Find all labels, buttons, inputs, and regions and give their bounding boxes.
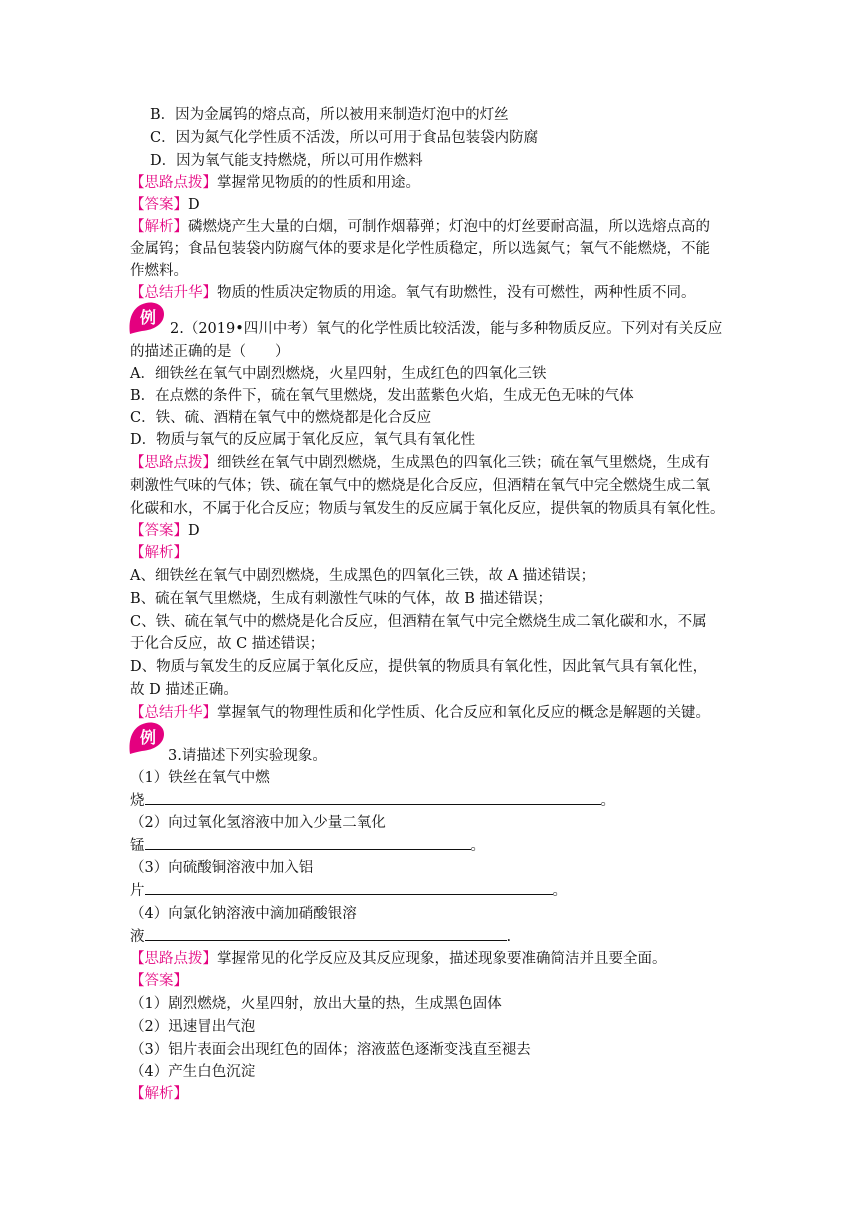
ex2-stem-line: 2.（2019•四川中考）氧气的化学性质比较活泼，能与多种物质反应。下列对有关反应: [170, 321, 723, 337]
ex3-item-answer-line: 烧 。: [130, 790, 615, 812]
ex3-answer-line: （3）铝片表面会出现红色的固体；溶液蓝色逐渐变浅直至褪去: [130, 1042, 531, 1058]
ex2-option-c: C．铁、硫、酒精在氧气中的燃烧都是化合反应: [130, 410, 432, 426]
hint-text: 掌握常见的化学反应及其反应现象，描述现象要准确简洁并且要全面。: [217, 951, 667, 967]
ex3-item-answer-line: 片 。: [130, 880, 567, 902]
ex2-hint-line: 【思路点拨】细铁丝在氧气中剧烈燃烧，生成黑色的四氧化三铁；硫在氧气里燃烧，生成有: [130, 455, 710, 471]
ex3-item-answer-line: 锰 。: [130, 835, 485, 857]
ex1-option-d: D．因为氧气能支持燃烧，所以可用作燃料: [150, 153, 423, 169]
summary-text: 掌握氧气的物理性质和化学性质、化合反应和氧化反应的概念是解题的关键。: [217, 705, 710, 721]
ex3-answer-tag: 【答案】: [130, 973, 188, 989]
ex3-answer-line: （1）剧烈燃烧，火星四射，放出大量的热，生成黑色固体: [130, 996, 502, 1012]
ex1-hint: [130, 172, 420, 194]
ex1-option-c: C．因为氮气化学性质不活泼，所以可用于食品包装袋内防腐: [150, 130, 539, 146]
example-badge-icon: [126, 300, 166, 336]
ex2-option-b: B．在点燃的条件下，硫在氧气里燃烧，发出蓝紫色火焰，生成无色无味的气体: [130, 388, 634, 404]
answer-blank[interactable]: [145, 880, 553, 895]
ex3-item-prompt: （2）向过氧化氢溶液中加入少量二氧化: [130, 815, 386, 831]
ex2-analysis-tag: 【解析】: [130, 545, 188, 561]
ex2-hint-line: 化碳和水，不属于化合反应；物质与氧发生的反应属于氧化反应，提供氧的物质具有氧化性。: [130, 501, 725, 517]
ex2-answer: [130, 520, 200, 542]
answer-blank[interactable]: [145, 790, 601, 805]
ex2-summary: [130, 702, 710, 724]
ex3-hint: [130, 948, 667, 970]
ex1-analysis-line: 金属钨；食品包装袋内防腐气体的要求是化学性质稳定，所以选氮气；氧气不能燃烧，不能: [130, 241, 710, 257]
ex2-analysis-line: 于化合反应，故 C 描述错误；: [130, 636, 325, 652]
ex2-analysis-line: B、硫在氧气里燃烧，生成有刺激性气味的气体，故 B 描述错误；: [130, 591, 553, 607]
ex1-analysis-line: 作燃料。: [130, 263, 188, 279]
ex2-hint-line: 刺激性气味的气体；铁、硫在氧气中的燃烧是化合反应，但酒精在氧气中完全燃烧生成二氧: [130, 478, 710, 494]
hint-tag: 【思路点拨】: [130, 175, 217, 191]
ex1-option-b: B．因为金属钨的熔点高，所以被用来制造灯泡中的灯丝: [150, 107, 509, 123]
ex1-summary: [130, 282, 696, 304]
ex2-analysis-line: D、物质与氧发生的反应属于氧化反应，提供氧的物质具有氧化性，因此氧气具有氧化性，: [130, 659, 708, 675]
summary-tag: 【总结升华】: [130, 285, 217, 301]
ex3-analysis-tag: 【解析】: [130, 1086, 188, 1102]
example-badge-icon: [126, 720, 166, 756]
ex1-analysis-line: 【解析】磷燃烧产生大量的白烟，可制作烟幕弹；灯泡中的灯丝要耐高温，所以选熔点高的: [130, 219, 710, 235]
ex3-stem: 3.请描述下列实验现象。: [168, 748, 327, 764]
analysis-tag: 【解析】: [130, 219, 188, 235]
ex2-analysis-line: 故 D 描述正确。: [130, 682, 238, 698]
hint-text: 掌握常见物质的的性质和用途。: [217, 175, 420, 191]
ex3-item-prompt: （4）向氯化钠溶液中滴加硝酸银溶: [130, 906, 357, 922]
summary-text: 物质的性质决定物质的用途。氧气有助燃性，没有可燃性，两种性质不同。: [217, 285, 696, 301]
ex1-answer: [130, 194, 200, 216]
answer-blank[interactable]: [145, 926, 507, 941]
ex2-option-a: A．细铁丝在氧气中剧烈燃烧，火星四射，生成红色的四氧化三铁: [130, 366, 547, 382]
answer-tag: 【答案】: [130, 523, 188, 539]
ex3-item-answer-line: 液 .: [130, 926, 511, 948]
ex2-analysis-line: A、细铁丝在氧气中剧烈燃烧，生成黑色的四氧化三铁，故 A 描述错误；: [130, 568, 596, 584]
svg-text:例: 例: [139, 728, 157, 747]
ex3-item-prompt: （3）向硫酸铜溶液中加入铝: [130, 860, 314, 876]
answer-text: D: [188, 523, 200, 539]
ex2-option-d: D．物质与氧气的反应属于氧化反应，氧气具有氧化性: [130, 432, 476, 448]
hint-tag: 【思路点拨】: [130, 951, 217, 967]
answer-text: D: [188, 197, 200, 213]
answer-tag: 【答案】: [130, 197, 188, 213]
ex3-answer-line: （2）迅速冒出气泡: [130, 1019, 256, 1035]
ex3-answer-line: （4）产生白色沉淀: [130, 1064, 256, 1080]
svg-text:例: 例: [139, 308, 157, 327]
hint-tag: 【思路点拨】: [130, 455, 217, 471]
ex2-stem-line: 的描述正确的是（ ）: [130, 344, 290, 360]
answer-blank[interactable]: [145, 835, 471, 850]
ex3-item-prompt: （1）铁丝在氧气中燃: [130, 770, 270, 786]
ex2-analysis-line: C、铁、硫在氧气中的燃烧是化合反应，但酒精在氧气中完全燃烧生成二氧化碳和水，不属: [130, 614, 707, 630]
summary-tag: 【总结升华】: [130, 705, 217, 721]
